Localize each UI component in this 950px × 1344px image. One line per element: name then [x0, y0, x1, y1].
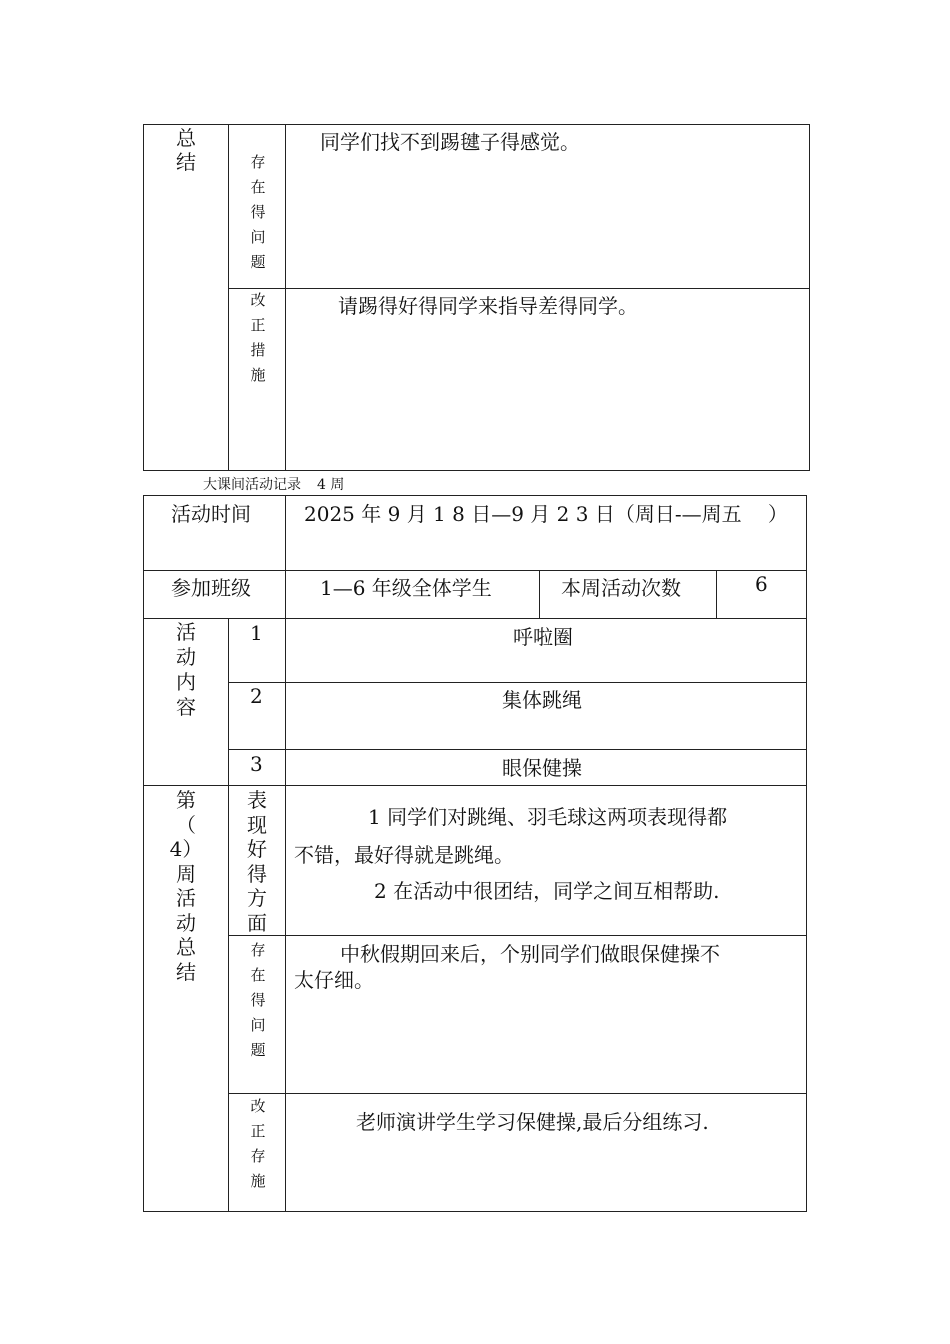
activity-2-num: 2 — [250, 684, 263, 708]
activity-time-value: 2025 年 9 月 1 8 日—9 月 2 3 日（周日-—周五 ） — [304, 502, 788, 526]
activity-2-name: 集体跳绳 — [502, 688, 582, 712]
weekly-count-label: 本周活动次数 — [561, 576, 681, 600]
weekly-summary-label: 第 （ 4） 周 活 动 总 结 — [169, 788, 203, 984]
weekly-count-value: 6 — [755, 572, 768, 596]
good-aspects-line2: 不错，最好得就是跳绳。 — [294, 843, 514, 867]
good-aspects-line3: 2 在活动中很团结，同学之间互相帮助. — [374, 879, 720, 903]
activity-content-label: 活 动 内 容 — [176, 620, 196, 719]
activity-3-num: 3 — [250, 752, 263, 776]
fix-measures-label: 改 正 存 施 — [250, 1097, 266, 1190]
activity-3-name: 眼保健操 — [502, 756, 582, 780]
problems-line1: 中秋假期回来后，个别同学们做眼保健操不 — [340, 942, 720, 966]
good-aspects-line1: 1 同学们对跳绳、羽毛球这两项表现得都 — [368, 805, 728, 829]
problems-line2: 太仔细。 — [294, 968, 374, 992]
fix-content: 请踢得好得同学来指导差得同学。 — [338, 294, 638, 318]
activity-1-name: 呼啦圈 — [513, 625, 573, 649]
good-aspects-label: 表 现 好 得 方 面 — [247, 788, 267, 935]
class-value: 1—6 年级全体学生 — [320, 576, 492, 600]
activity-time-label: 活动时间 — [171, 502, 251, 526]
summary-label: 总 结 — [176, 126, 196, 174]
caption-week: 4 周 — [317, 477, 345, 493]
caption-title: 大课间活动记录 — [203, 477, 301, 493]
class-label: 参加班级 — [171, 576, 251, 600]
fix-label: 改 正 措 施 — [250, 291, 266, 384]
summary-table-top — [0, 0, 950, 480]
problems-label: 存 在 得 问 题 — [250, 941, 266, 1059]
fix-measures-content: 老师演讲学生学习保健操,最后分组练习. — [356, 1110, 709, 1134]
activity-1-num: 1 — [250, 621, 263, 645]
problem-content: 同学们找不到踢毽子得感觉。 — [320, 130, 580, 154]
problem-label: 存 在 得 问 题 — [250, 153, 266, 271]
